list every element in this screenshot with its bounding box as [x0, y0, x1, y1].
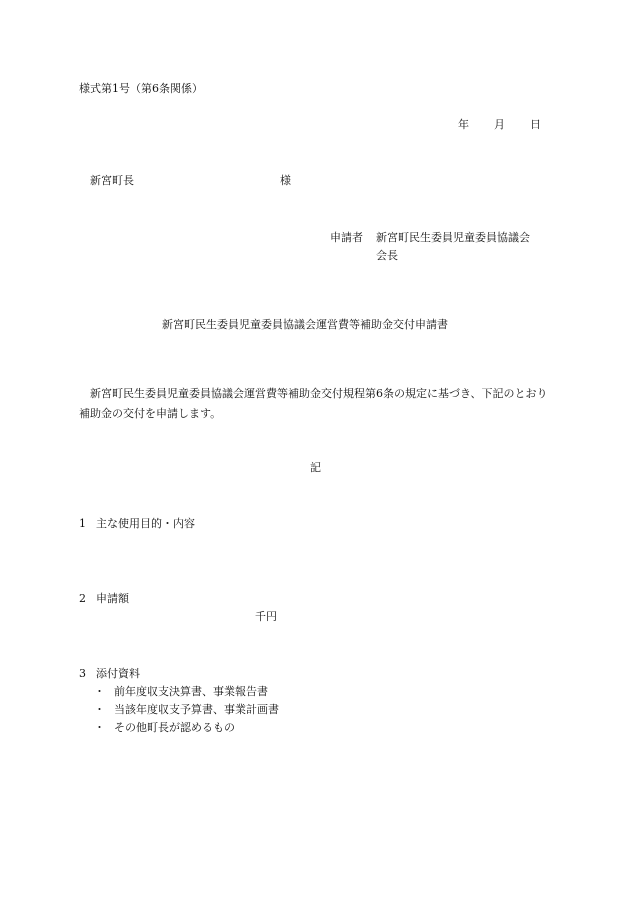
date-year-label: 年	[458, 118, 469, 131]
section-3-label: 添付資料	[96, 667, 140, 680]
attachment-bullet: ・	[94, 685, 105, 698]
applicant-organization: 新宮町民生委員児童委員協議会	[376, 231, 530, 244]
section-2-number: 2	[79, 592, 86, 605]
attachment-item: 当該年度収支予算書、事業計画書	[114, 703, 279, 716]
document-title: 新宮町民生委員児童委員協議会運営費等補助金交付申請書	[162, 318, 448, 331]
date-day-label: 日	[530, 118, 541, 131]
section-2-label: 申請額	[96, 592, 129, 605]
addressee-name: 新宮町長	[90, 174, 134, 187]
date-month-label: 月	[494, 118, 505, 131]
attachment-bullet: ・	[94, 721, 105, 734]
ki-heading: 記	[310, 461, 321, 474]
form-number: 様式第1号（第6条関係）	[79, 82, 203, 95]
attachment-item: 前年度収支決算書、事業報告書	[114, 685, 268, 698]
section-3-number: 3	[79, 667, 86, 680]
applicant-label: 申請者	[330, 231, 363, 244]
amount-unit: 千円	[255, 610, 277, 623]
applicant-position: 会長	[376, 249, 398, 262]
attachment-bullet: ・	[94, 703, 105, 716]
section-1-number: 1	[79, 517, 86, 530]
section-1-label: 主な使用目的・内容	[96, 517, 195, 530]
addressee-honorific: 様	[280, 174, 291, 187]
attachment-item: その他町長が認めるもの	[114, 721, 235, 734]
body-paragraph: 新宮町民生委員児童委員協議会運営費等補助金交付規程第6条の規定に基づき、下記のとおり補助金の交付を申請します。	[79, 387, 548, 420]
